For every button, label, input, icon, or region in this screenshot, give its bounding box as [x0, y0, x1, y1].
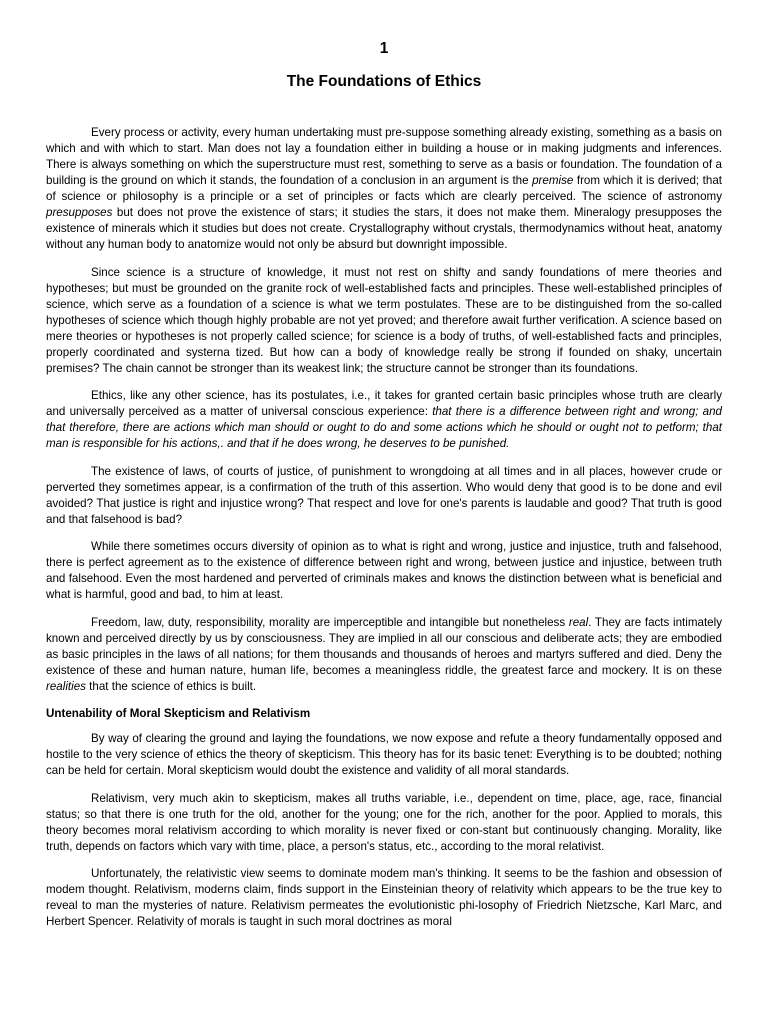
paragraph-text: Every process or activity, every human undertaking must pre-suppose something already existing, something as a basis on which and with which to start. Man does not lay a foundation either in building a house or in making judgments and inferences. There is always something on which the superstructure must rest, something to serve as a basis or foundation. The foundation of a building is the ground on which it stands, the foundation of a conclusion in an argument is the: [46, 126, 722, 187]
paragraph: [46, 731, 722, 779]
paragraph-text: Freedom, law, duty, responsibility, morality are imperceptible and intangible but nonetheless: [91, 615, 569, 629]
paragraph-text: Since science is a structure of knowledge, it must not rest on shifty and sandy foundations of mere theories and hypotheses; but must be grounded on the granite rock of well-established facts and principles. These well-established principles of science, which serve as a foundation of a science is what we term postulates. These are to be distinguished from the so-called hypotheses of science which though highly probable are not yet proved; and therefore await further verification. A science based on mere theories or hypotheses is not properly called science; for science is a body of truths, of well-established facts and principles, properly coordinated and systerna tized. But how can a body of knowledge really be strong if founded on shaky, uncertain premises? The chain cannot be stronger than its weakest link; the structure cannot be stronger than its foundations.: [46, 265, 722, 375]
paragraph: [46, 791, 722, 855]
paragraph-text: By way of clearing the ground and laying the foundations, we now expose and refute a theory fundamentally opposed and hostile to the very science of ethics the theory of skepticism. This theory has for its basic tenet: Everything is to be doubted; nothing can be held for certain. Moral skepticism would doubt the existence and validity of all moral standards.: [46, 732, 722, 777]
paragraph-group-intro: [46, 125, 722, 695]
chapter-body: [46, 125, 722, 942]
italic-text: that there is a difference between right and wrong; and that therefore, there are actions which man should or ought to do and some actions which he should or ought not to petform; that man is responsible for his actions,. and that if he does wrong, he deserves to be punished.: [46, 405, 722, 450]
chapter-number: 1: [379, 40, 389, 57]
paragraph: [46, 866, 722, 930]
paragraph-text: While there sometimes occurs diversity of opinion as to what is right and wrong, justice and injustice, truth and falsehood, there is perfect agreement as to the existence of difference between right and wrong, between justice and injustice, between truth and falsehood. Even the most hardened and perverted of criminals makes and knows the distinction between what is beneficial and what is harmful, good and bad, to him at least.: [46, 540, 722, 601]
paragraph-text: . They are facts intimately known and perceived directly by us by consciousness. They are implied in all our conscious and deliberate acts; they are embodied as basic principles in the laws of all nations; for them thousands and thousands of heroes and martyrs suffered and died. Deny the existence of these and human nature, human life, becomes a meaningless riddle, the greatest farce and mockery. It is on these: [46, 615, 722, 677]
italic-text: presupposes: [46, 206, 113, 219]
paragraph-text: that the science of ethics is built.: [85, 679, 257, 693]
paragraph-text: from which it is derived; that of science or philosophy is a principle or a set of principles or facts which are clearly perceived. The science of astronomy: [46, 174, 722, 203]
paragraph: [46, 615, 722, 695]
italic-text: premise: [532, 174, 574, 187]
paragraph: [46, 265, 722, 377]
paragraph-text: Relativism, very much akin to skepticism, makes all truths variable, i.e., dependent on time, place, age, race, financial status; so that there is one truth for the old, another for the young; one for the rich, another for the poor. Applied to morals, this theory becomes moral relativism according to which morality is never fixed or con-stant but continuously changing. Morality, like truth, depends on factors which vary with time, place, a person's status, etc., according to the moral relativist.: [46, 791, 722, 853]
paragraph-text: Unfortunately, the relativistic view seems to dominate modem man's thinking. It seems to be the fashion and obsession of modem thought. Relativism, moderns claim, finds support in the Einsteinian theory of relativity which appears to be the true key to reveal to man the mysteries of nature. Relativism permeates the evolutionistic phi-losophy of Friedrich Nietzsche, Karl Marc, and Herbert Spencer. Relativity of morals is taught in such moral doctrines as moral: [46, 867, 722, 928]
chapter-title: The Foundations of Ethics: [286, 73, 482, 90]
paragraph: [46, 539, 722, 603]
paragraph-text: Ethics, like any other science, has its postulates, i.e., it takes for granted certain basic principles whose truth are clearly and universally perceived as a matter of universal conscious experience:: [46, 389, 722, 418]
paragraph-text: but does not prove the existence of stars; it studies the stars, it does not make them. Mineralogy presupposes the existence of minerals which it studies but does not create. Crystallography without crystals, thermodynamics without heat, anatomy without any human body to anatomize would not only be absurd but downright impossible.: [46, 206, 722, 251]
paragraph-group-skepticism: [46, 731, 722, 930]
italic-text: real: [568, 615, 589, 629]
paragraph: [46, 125, 722, 253]
paragraph-text: The existence of laws, of courts of justice, of punishment to wrongdoing at all times and in all places, however crude or perverted they sometimes appear, is a confirmation of the truth of this assertion. Who would deny that good is to be done and evil avoided? That justice is right and injustice wrong? That respect and love for one's parents is laudable and good? That truth is good and that falsehood is bad?: [46, 464, 722, 526]
paragraph: [46, 464, 722, 528]
paragraph: [46, 388, 722, 452]
section-heading: Untenability of Moral Skepticism and Relativism: [46, 707, 311, 720]
italic-text: realities: [46, 679, 86, 693]
